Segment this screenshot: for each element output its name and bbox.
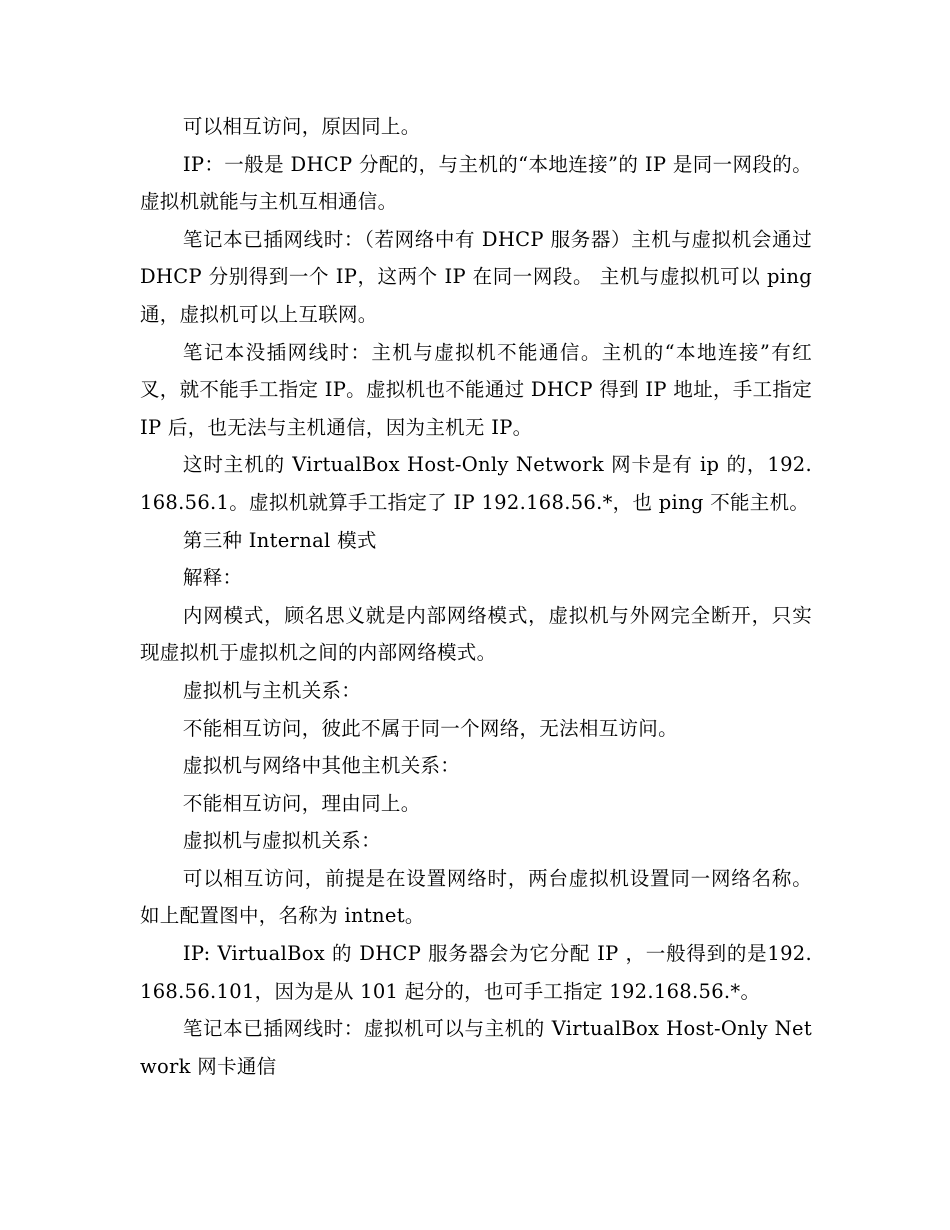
paragraph-vm-vm-label: 虚拟机与虚拟机关系：	[182, 829, 381, 853]
document-body	[140, 108, 812, 1085]
paragraph-internal-network-description: 内网模式，顾名思义就是内部网络模式，虚拟机与外网完全断开，只实现虚拟机于虚拟机之间的内部网络模式。	[140, 603, 812, 665]
section-heading-internal-mode: 第三种 Internal 模式	[182, 528, 377, 552]
paragraph-virtualbox-dhcp: IP: VirtualBox 的 DHCP 服务器会为它分配 IP ，一般得到的是192.168.56.101，因为是从 101 起分的，也可手工指定 192.168.56.*。	[140, 942, 812, 1003]
paragraph-cable-plugged-host-only: 笔记本已插网线时：虚拟机可以与主机的 VirtualBox Host-Only Network 网卡通信	[140, 1017, 812, 1078]
paragraph-vm-other-hosts: 不能相互访问，理由同上。	[182, 791, 421, 815]
paragraph-ip-dhcp: IP：一般是 DHCP 分配的，与主机的“本地连接”的 IP 是同一网段的。虚拟机就能与主机互相通信。	[140, 152, 812, 214]
paragraph-explanation-label: 解释：	[182, 566, 243, 590]
paragraph-host-only-adapter: 这时主机的 VirtualBox Host-Only Network 网卡是有 ip 的，192.168.56.1。虚拟机就算手工指定了 IP 192.168.56.*，也 ping 不能主机。	[140, 453, 812, 514]
paragraph-vm-vm-relation: 可以相互访问，前提是在设置网络时，两台虚拟机设置同一网络名称。如上配置图中，名称为 intnet。	[140, 866, 812, 928]
paragraph-vm-host-relation: 不能相互访问，彼此不属于同一个网络，无法相互访问。	[182, 716, 678, 740]
paragraph-vm-other-hosts-label: 虚拟机与网络中其他主机关系：	[182, 754, 461, 778]
paragraph-cable-plugged: 笔记本已插网线时：（若网络中有 DHCP 服务器）主机与虚拟机会通过 DHCP 分别得到一个 IP，这两个 IP 在同一网段。 主机与虚拟机可以 ping 通，虚拟机可以上互联网。	[140, 227, 812, 326]
paragraph-vm-host-relation-label: 虚拟机与主机关系：	[182, 678, 362, 702]
paragraph-same-reason: 可以相互访问，原因同上。	[182, 115, 421, 138]
paragraph-cable-unplugged: 笔记本没插网线时：主机与虚拟机不能通信。主机的“本地连接”有红叉，就不能手工指定 IP。虚拟机也不能通过 DHCP 得到 IP 地址，手工指定 IP 后，也无法与主机通信，因为主机无 IP。	[140, 340, 812, 439]
